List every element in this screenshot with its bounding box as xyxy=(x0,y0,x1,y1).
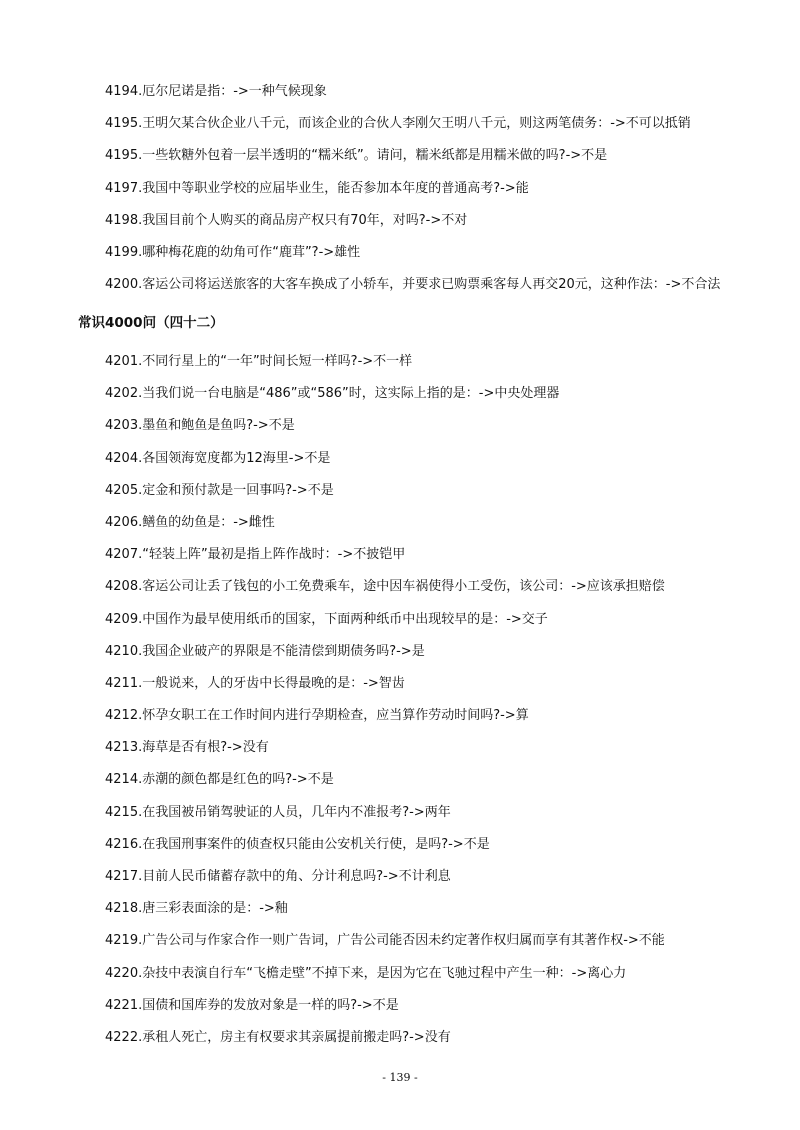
qa-item-4218: 4218.唐三彩表面涂的是：->釉 xyxy=(105,901,288,917)
qa-item-4206: 4206.鳝鱼的幼鱼是：->雌性 xyxy=(105,514,275,530)
qa-item-4200: 4200.客运公司将运送旅客的大客车换成了小轿车，并要求已购票乘客每人再交20元，这种作法：->不合法 xyxy=(105,277,721,293)
qa-item-4195: 4195.王明欠某合伙企业八千元，而该企业的合伙人李刚欠王明八千元，则这两笔债务：->不可以抵销 xyxy=(105,116,691,132)
qa-item-4210: 4210.我国企业破产的界限是不能清偿到期债务吗?->是 xyxy=(105,643,425,659)
qa-item-4221: 4221.国债和国库券的发放对象是一样的吗?->不是 xyxy=(105,997,399,1013)
qa-list-before xyxy=(105,76,785,301)
qa-item-4197: 4197.我国中等职业学校的应届毕业生，能否参加本年度的普通高考?->能 xyxy=(105,180,529,196)
qa-item-4204: 4204.各国领海宽度都为12海里->不是 xyxy=(105,450,331,466)
qa-item-4201: 4201.不同行星上的“一年”时间长短一样吗?->不一样 xyxy=(105,354,413,369)
qa-item-4219: 4219.广告公司与作家合作一则广告词，广告公司能否因未约定著作权归属而享有其著作权->不能 xyxy=(105,933,665,949)
qa-item-4212: 4212.怀孕女职工在工作时间内进行孕期检查，应当算作劳动时间吗?->算 xyxy=(105,708,529,724)
qa-item-4198: 4198.我国目前个人购买的商品房产权只有70年，对吗?->不对 xyxy=(105,212,468,228)
qa-item-4194: 4194.厄尔尼诺是指：->一种气候现象 xyxy=(105,84,327,99)
qa-item-4207: 4207.“轻装上阵”最初是指上阵作战时：->不披铠甲 xyxy=(105,547,406,563)
qa-list-after xyxy=(105,346,785,1054)
qa-item-4209: 4209.中国作为最早使用纸币的国家，下面两种纸币中出现较早的是：->交子 xyxy=(105,611,548,627)
qa-item-4222: 4222.承租人死亡，房主有权要求其亲属提前搬走吗?->没有 xyxy=(105,1029,451,1045)
qa-item-4208: 4208.客运公司让丢了钱包的小工免费乘车，途中因车祸使得小工受伤，该公司：->应该承担赔偿 xyxy=(105,579,665,595)
qa-item-4215: 4215.在我国被吊销驾驶证的人员，几年内不准报考?->两年 xyxy=(105,804,451,820)
qa-item-4217: 4217.目前人民币储蓄存款中的角、分计利息吗?->不计利息 xyxy=(105,869,451,884)
qa-item-4216: 4216.在我国刑事案件的侦查权只能由公安机关行使，是吗?->不是 xyxy=(105,836,490,852)
qa-item-4203: 4203.墨鱼和鲍鱼是鱼吗?->不是 xyxy=(105,418,295,434)
page-number: - 139 - xyxy=(382,1071,418,1084)
section-heading: 常识4000问（四十二） xyxy=(78,315,224,331)
qa-item-4213: 4213.海草是否有根?->没有 xyxy=(105,740,269,756)
qa-item-4196: 4195.一些软糖外包着一层半透明的“糯米纸”。请问，糯米纸都是用糯米做的吗?->不是 xyxy=(105,148,608,164)
qa-item-4214: 4214.赤潮的颜色都是红色的吗?->不是 xyxy=(105,772,334,788)
qa-item-4205: 4205.定金和预付款是一回事吗?->不是 xyxy=(105,482,334,498)
qa-item-4211: 4211.一般说来，人的牙齿中长得最晚的是：->智齿 xyxy=(105,675,405,691)
qa-item-4202: 4202.当我们说一台电脑是“486”或“586”时，这实际上指的是：->中央处理器 xyxy=(105,386,560,402)
qa-item-4220: 4220.杂技中表演自行车“飞檐走壁”不掉下来，是因为它在飞驰过程中产生一种：->离心力 xyxy=(105,965,627,981)
qa-item-4199: 4199.哪种梅花鹿的幼角可作“鹿茸”?->雄性 xyxy=(105,244,361,260)
